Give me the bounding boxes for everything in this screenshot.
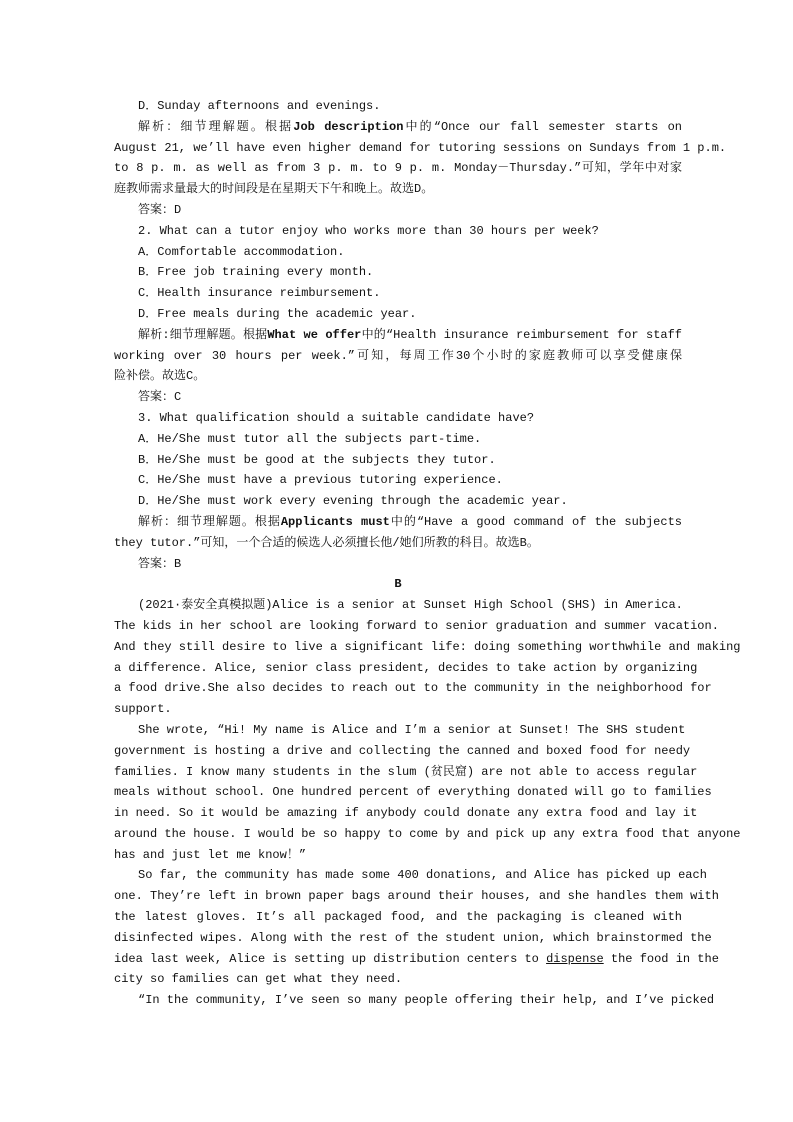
q3-analysis-line-1 [114, 512, 682, 533]
passage-p1-line-6: support. [114, 702, 172, 717]
analysis-keyword: Applicants must [280, 514, 390, 529]
passage-p2-line-5: in need. So it would be amazing if anybody could donate any extra food and lay it [114, 806, 698, 821]
q3-answer: 答案：B [138, 556, 182, 571]
q1-analysis-line-1 [114, 117, 682, 138]
passage-p1-line-1: (2021·泰安全真模拟题)Alice is a senior at Sunset High School (SHS) in America. [138, 598, 683, 613]
passage-p1-line-3: And they still desire to live a significant life: doing something worthwhile and making [114, 639, 741, 654]
analysis-prefix: 解析：细节理解题。根据 [138, 119, 294, 134]
analysis-suffix: 中的“Once our fall semester starts on [403, 119, 682, 134]
passage-p2-line-3: families. I know many students in the slum (贫民窟) are not able to access regular [114, 764, 698, 779]
document-page [114, 96, 741, 1011]
q2-stem: 2. What can a tutor enjoy who works more than 30 hours per week? [138, 223, 599, 238]
analysis-keyword: What we offer [267, 327, 362, 342]
q2-option-a: A．Comfortable accommodation. [138, 244, 345, 259]
analysis-prefix: 解析：细节理解题。根据 [138, 514, 281, 529]
q2-analysis-line-1 [114, 325, 682, 346]
passage-p3-line-5 [114, 949, 719, 970]
q3-option-d: D．He/She must work every evening through the academic year. [138, 494, 568, 509]
q1-analysis-line-3: to 8 p. m. as well as from 3 p. m. to 9 p. m. Monday－Thursday.”可知，学年中对家 [114, 161, 682, 176]
passage-text: the food in the [610, 951, 719, 966]
q3-option-c: C．He/She must have a previous tutoring experience. [138, 473, 503, 488]
q3-analysis-line-2: they tutor.”可知，一个合适的候选人必须擅长他/她们所教的科目。故选B。 [114, 535, 539, 550]
q1-analysis-line-4: 庭教师需求量最大的时间段是在星期天下午和晚上。故选D。 [114, 182, 434, 197]
q3-option-a: A．He/She must tutor all the subjects part-time. [138, 431, 482, 446]
q3-stem: 3. What qualification should a suitable candidate have? [138, 410, 535, 425]
analysis-keyword: Job description [293, 119, 404, 134]
underlined-word: dispense [546, 951, 604, 966]
passage-p2-line-6: around the house. I would be so happy to come by and pick up any extra food that anyone [114, 826, 741, 841]
passage-p4-line-1: “In the community, I’ve seen so many people offering their help, and I’ve picked [138, 993, 715, 1008]
q1-analysis-line-2: August 21, we’ll have even higher demand for tutoring sessions on Sundays from 1 p.m. [114, 140, 727, 155]
passage-p2-line-2: government is hosting a drive and collecting the canned and boxed food for needy [114, 743, 691, 758]
passage-p2-line-4: meals without school. One hundred percent of everything donated will go to families [114, 785, 712, 800]
q2-analysis-line-2: working over 30 hours per week.”可知，每周工作30个小时的家庭教师可以享受健康保 [114, 348, 682, 363]
passage-p1-line-5: a food drive.She also decides to reach out to the community in the neighborhood for [114, 681, 712, 696]
passage-text: idea last week, Alice is setting up distribution centers to [114, 951, 539, 966]
passage-p3-line-1: So far, the community has made some 400 donations, and Alice has picked up each [138, 868, 707, 883]
analysis-suffix: 中的“Have a good command of the subjects [389, 514, 682, 529]
analysis-prefix: 解析:细节理解题。根据 [138, 327, 268, 342]
q2-option-c: C．Health insurance reimbursement. [138, 286, 381, 301]
passage-p3-line-2: one. They’re left in brown paper bags around their houses, and she handles them with [114, 889, 719, 904]
passage-p2-line-7: has and just let me know！” [114, 847, 307, 862]
passage-p1-line-4: a difference. Alice, senior class president, decides to take action by organizing [114, 660, 698, 675]
q2-option-b: B．Free job training every month. [138, 265, 374, 280]
passage-p3-line-4: disinfected wipes. Along with the rest of the student union, which brainstormed the [114, 930, 712, 945]
passage-p3-line-6: city so families can get what they need. [114, 972, 403, 987]
q1-answer: 答案：D [138, 202, 182, 217]
q3-option-b: B．He/She must be good at the subjects they tutor. [138, 452, 496, 467]
passage-p2-line-1: She wrote, “Hi! My name is Alice and I’m a senior at Sunset! The SHS student [138, 722, 686, 737]
passage-p1-line-2: The kids in her school are looking forward to senior graduation and summer vacation. [114, 618, 719, 633]
passage-p3-line-3: the latest gloves. It’s all packaged food, and the packaging is cleaned with [114, 910, 682, 925]
section-heading: B [394, 577, 402, 592]
analysis-suffix: 中的“Health insurance reimbursement for staff [361, 327, 682, 342]
q1-option-d: D．Sunday afternoons and evenings. [138, 99, 381, 113]
q2-analysis-line-3: 险补偿。故选C。 [114, 369, 206, 384]
q2-answer: 答案：C [138, 390, 182, 405]
q2-option-d: D．Free meals during the academic year. [138, 306, 417, 321]
